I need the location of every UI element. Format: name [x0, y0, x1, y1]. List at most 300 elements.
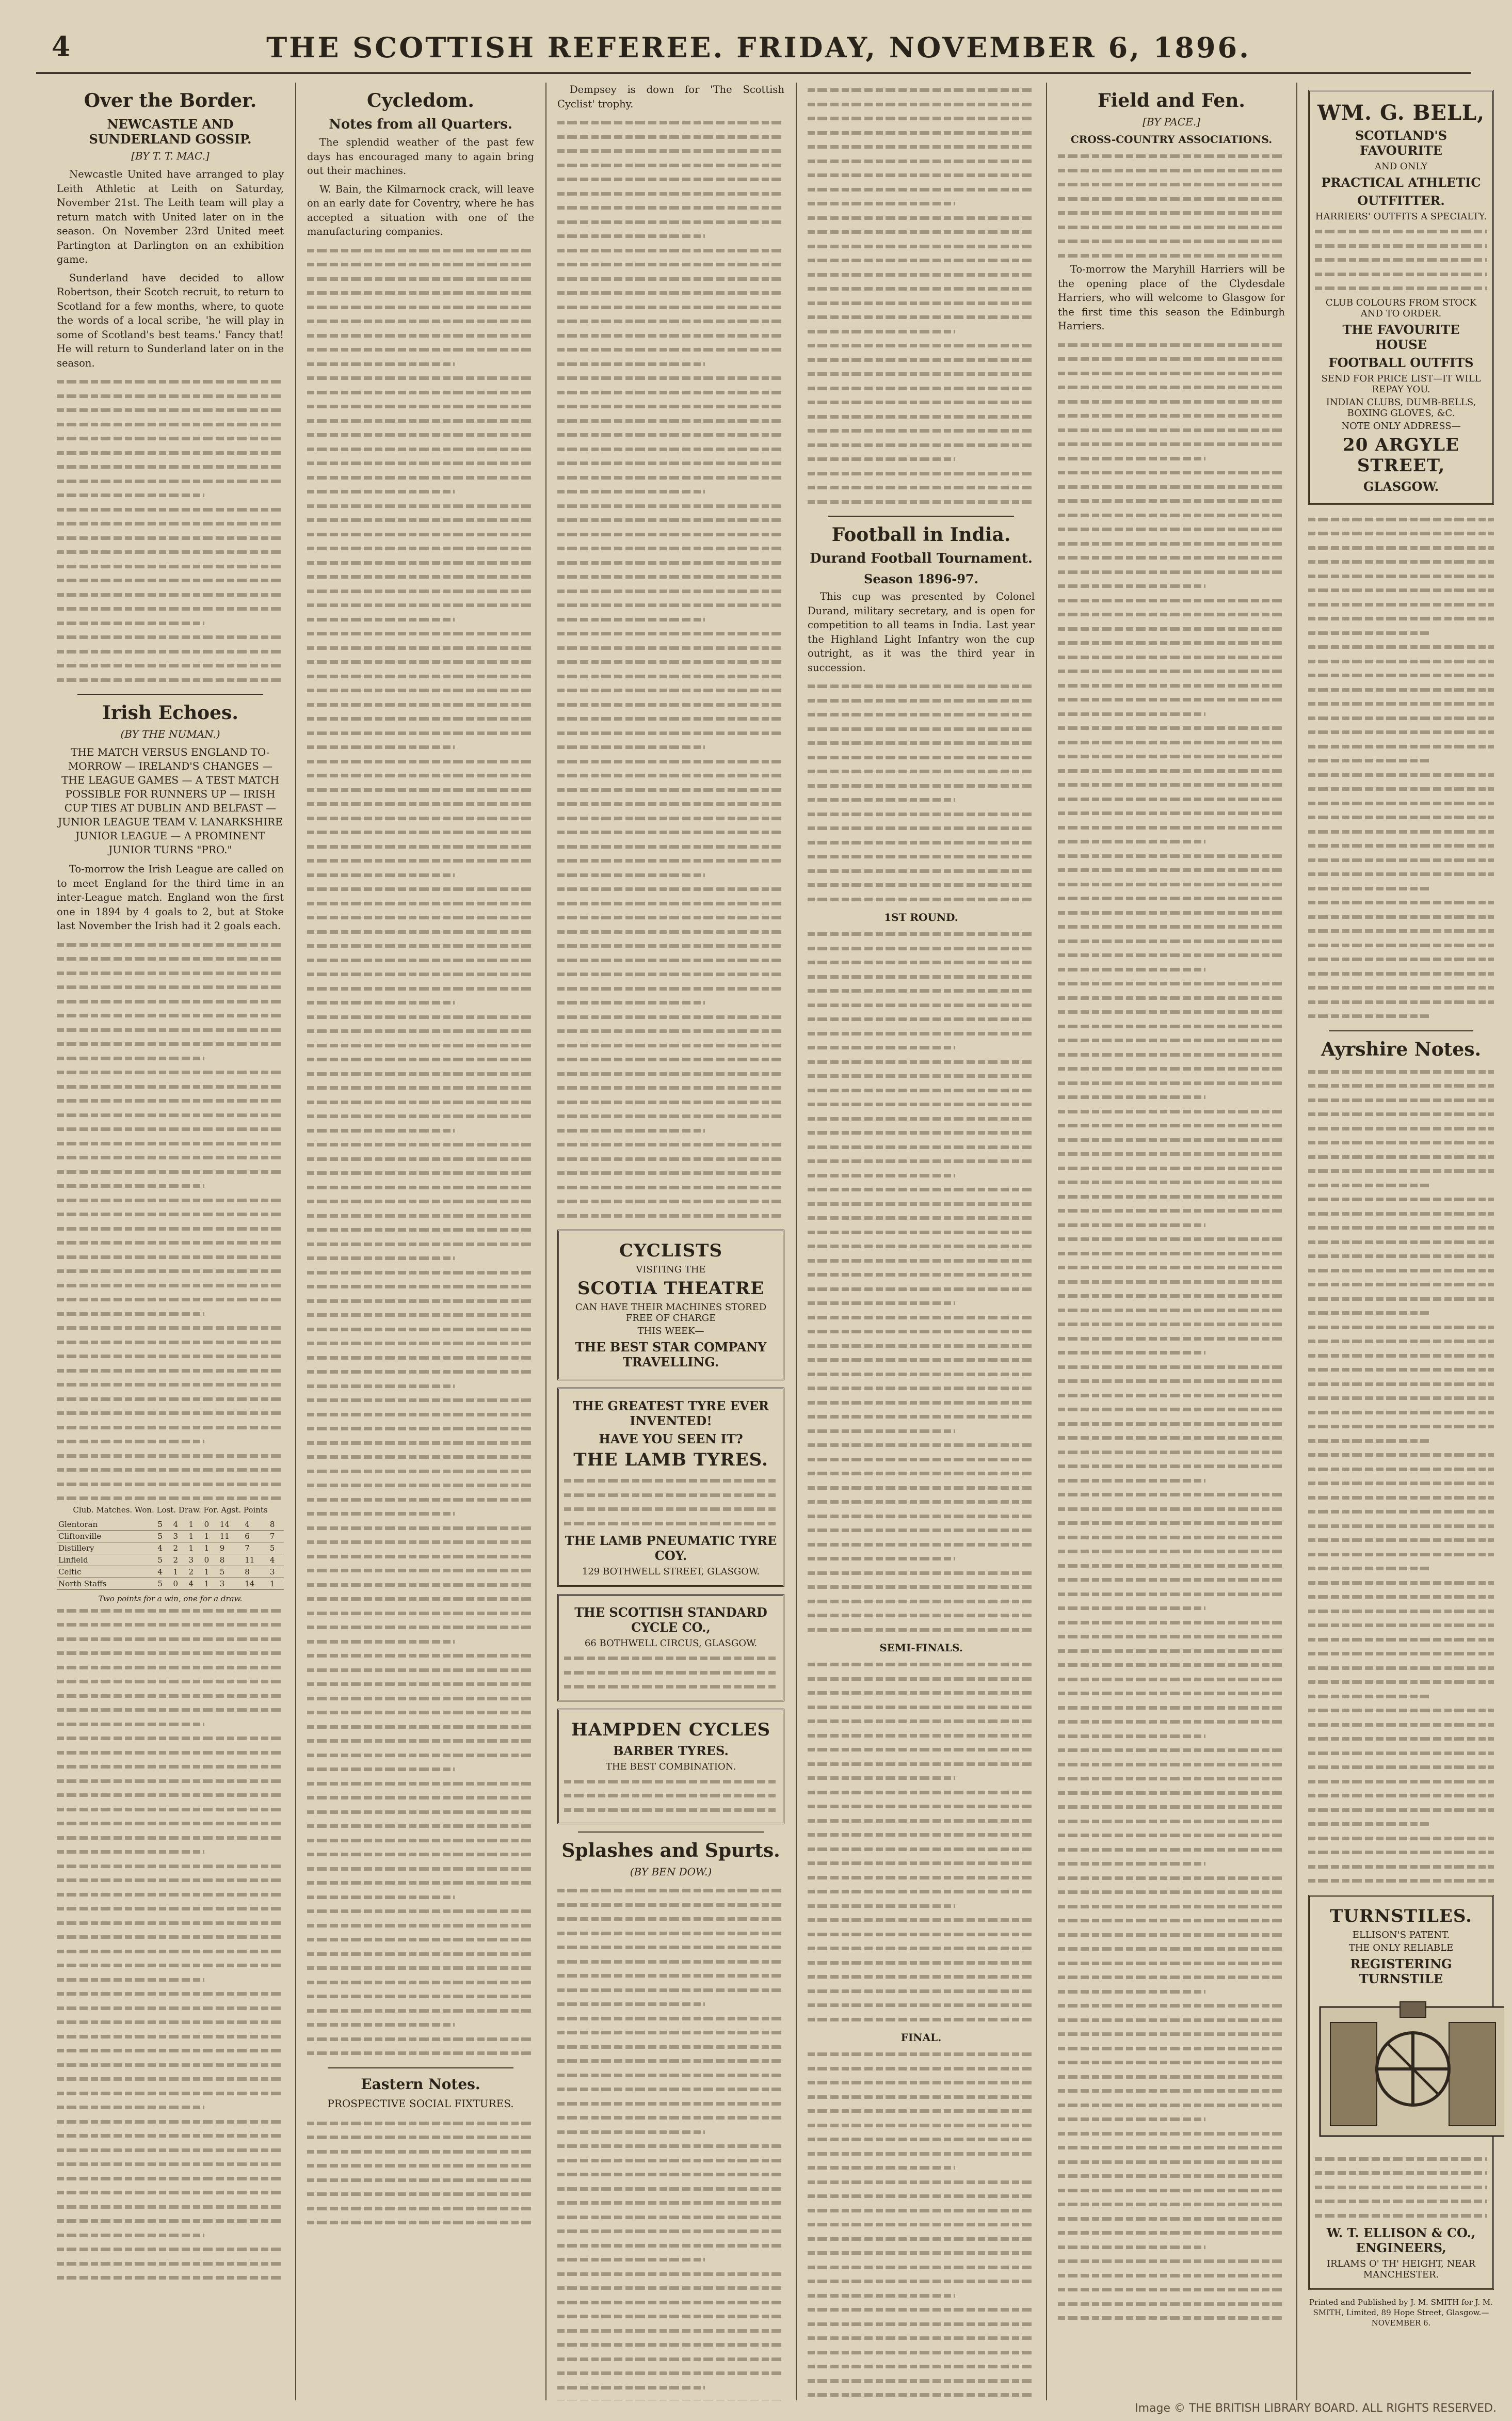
text-line: [1058, 1260, 1285, 1275]
text-line: [57, 2228, 284, 2242]
text-line: [307, 1535, 534, 1549]
text-line: [557, 541, 784, 555]
text-line: [808, 821, 1035, 835]
text-line: [57, 1477, 284, 1491]
text-line: [808, 1040, 1035, 1055]
text-line: [557, 314, 784, 328]
text-line: [557, 2238, 784, 2253]
ad-line: CYCLISTS: [619, 1240, 722, 1261]
text-line: [1308, 1206, 1494, 1221]
text-line: [808, 1111, 1035, 1126]
text-line: [557, 2352, 784, 2366]
text-line: [307, 995, 534, 1010]
table-cell: Cliftonville: [57, 1530, 156, 1542]
text-line: [557, 953, 784, 967]
text-line: [1308, 824, 1494, 839]
text-line: [1058, 777, 1285, 792]
text-line: [557, 186, 784, 201]
text-line: [1058, 1658, 1285, 1672]
article-text-block: [1308, 512, 1494, 1023]
text-line: [1308, 810, 1494, 824]
text-line: [307, 641, 534, 655]
text-line: [557, 2323, 784, 2338]
text-line: [808, 1367, 1035, 1381]
text-line: [307, 1364, 534, 1379]
table-cell: 1: [268, 1578, 284, 1589]
text-line: [57, 1307, 284, 1321]
text-line: [808, 97, 1035, 112]
text-line: [557, 669, 784, 683]
text-line: [57, 1207, 284, 1221]
text-line: [808, 1509, 1035, 1523]
text-line: [808, 1253, 1035, 1268]
text-line: [307, 797, 534, 811]
text-line: [557, 300, 784, 314]
divider: [828, 516, 1014, 517]
table-cell: 5: [156, 1578, 171, 1589]
ad-line: HAMPDEN CYCLES: [571, 1719, 771, 1740]
text-line: [57, 459, 284, 474]
text-line: [1058, 1786, 1285, 1800]
text-line: [307, 2173, 534, 2187]
text-line: [808, 2118, 1035, 2132]
text-line: [57, 2086, 284, 2100]
section-heading-eastern-notes: Eastern Notes.: [361, 2075, 480, 2093]
text-line: [1308, 853, 1494, 867]
text-line: [1308, 1178, 1494, 1192]
text-line: [307, 1677, 534, 1691]
text-line: [307, 839, 534, 854]
table-row: [57, 1542, 284, 1554]
text-line: [1308, 1434, 1494, 1448]
text-line: [1308, 1263, 1494, 1278]
text-line: [808, 1210, 1035, 1225]
text-line: [1058, 1133, 1285, 1147]
text-line: [1308, 1419, 1494, 1434]
text-line: [808, 125, 1035, 140]
article-subheading: Notes from all Quarters.: [329, 117, 512, 132]
text-line: [307, 272, 534, 286]
text-line: [1308, 995, 1494, 1009]
text-line: [57, 1448, 284, 1463]
table-cell: 5: [218, 1566, 244, 1578]
text-line: [557, 2025, 784, 2040]
text-line: [57, 1023, 284, 1037]
text-line: [307, 1805, 534, 1819]
text-line: [1058, 1984, 1285, 1999]
text-line: [1308, 1447, 1494, 1462]
article-text-block: [557, 1883, 784, 2400]
text-line: [1058, 1374, 1285, 1388]
article-text-block: [1058, 338, 1285, 2325]
text-line: [1058, 1232, 1285, 1246]
text-line: [307, 2116, 534, 2130]
text-line: [307, 2144, 534, 2159]
text-line: [808, 1097, 1035, 1111]
table-cell: 4: [187, 1578, 203, 1589]
article-text-block: [808, 1657, 1035, 2026]
text-line: [1308, 583, 1494, 597]
text-line: [307, 1279, 534, 1294]
text-line: [57, 587, 284, 602]
text-line: [307, 1322, 534, 1336]
text-line: [1308, 1774, 1494, 1789]
text-line: [307, 1847, 534, 1861]
text-line: [557, 569, 784, 584]
text-line: [1308, 725, 1494, 739]
text-line: [1315, 267, 1487, 281]
text-line: [808, 849, 1035, 864]
ad-line: THE LAMB PNEUMATIC TYRE COY.: [565, 1533, 777, 1563]
text-line: [57, 2072, 284, 2086]
text-line: [57, 2157, 284, 2171]
ad-line: THE BEST STAR COMPANY TRAVELLING.: [575, 1340, 767, 1369]
text-line: [564, 1488, 778, 1502]
text-line: [557, 2394, 784, 2400]
text-line: [557, 285, 784, 300]
article-paragraph: Newcastle United have arranged to play Leith Athletic at Leith on Saturday, November 21st. The Leith team will play a return match with United later on in the season. On November 23rd United meet Partington at Darlington on an exhibition game.: [57, 168, 284, 265]
text-line: [1058, 1303, 1285, 1317]
text-line: [307, 612, 534, 627]
text-line: [808, 1140, 1035, 1154]
text-line: [808, 878, 1035, 892]
text-line: [808, 1771, 1035, 1785]
text-line: [808, 998, 1035, 1012]
text-line: [808, 2189, 1035, 2203]
text-line: [557, 371, 784, 385]
column-6: [1298, 83, 1504, 2400]
text-line: [57, 1150, 284, 1165]
text-line: [1308, 1604, 1494, 1618]
text-line: [57, 644, 284, 659]
text-line: [1058, 1402, 1285, 1416]
text-line: [1058, 806, 1285, 820]
text-line: [57, 2200, 284, 2214]
text-line: [57, 389, 284, 403]
text-line: [808, 1622, 1035, 1637]
text-line: [808, 409, 1035, 424]
text-line: [808, 1551, 1035, 1566]
text-line: [808, 1580, 1035, 1594]
text-line: [307, 1194, 534, 1208]
text-line: [1058, 1047, 1285, 1062]
text-line: [557, 2040, 784, 2054]
text-line: [1058, 792, 1285, 806]
text-line: [57, 1774, 284, 1788]
text-line: [1058, 1459, 1285, 1473]
table-cell: 3: [187, 1554, 203, 1566]
text-line: [57, 1165, 284, 1179]
text-line: [57, 601, 284, 616]
text-line: [57, 1178, 284, 1193]
text-line: [57, 1235, 284, 1250]
text-line: [557, 655, 784, 669]
text-line: [1058, 550, 1285, 565]
ad-line: AND ONLY: [1374, 161, 1428, 172]
text-line: [557, 555, 784, 570]
table-cell: 5: [268, 1542, 284, 1554]
text-line: [1058, 2211, 1285, 2226]
text-line: [57, 1420, 284, 1435]
text-line: [1308, 966, 1494, 981]
text-line: [307, 413, 534, 428]
table-cell: 4: [268, 1554, 284, 1566]
text-line: [557, 797, 784, 811]
text-line: [1058, 149, 1285, 163]
text-line: [307, 1251, 534, 1265]
text-line: [1058, 721, 1285, 735]
text-line: [1058, 192, 1285, 206]
advert-scotia-theatre: [557, 1230, 784, 1380]
text-line: [307, 1464, 534, 1478]
text-line: [557, 257, 784, 272]
text-line: [307, 499, 534, 513]
ad-line: THE GREATEST TYRE EVER INVENTED!: [573, 1398, 769, 1428]
text-line: [808, 1466, 1035, 1480]
text-line: [808, 83, 1035, 97]
text-line: [1058, 607, 1285, 622]
text-line: [57, 1250, 284, 1264]
text-line: [1058, 1644, 1285, 1658]
text-line: [307, 1478, 534, 1492]
text-line: [557, 243, 784, 258]
text-line: [57, 545, 284, 559]
text-line: [808, 2245, 1035, 2260]
text-line: [557, 1095, 784, 1109]
text-line: [1058, 1828, 1285, 1842]
text-line: [1308, 1292, 1494, 1306]
text-line: [1308, 1845, 1494, 1859]
text-line: [808, 2217, 1035, 2232]
text-line: [557, 2337, 784, 2352]
text-line: [808, 2374, 1035, 2388]
text-line: [808, 807, 1035, 821]
text-line: [1308, 1476, 1494, 1490]
text-line: [57, 1689, 284, 1703]
text-line: [307, 1961, 534, 1975]
text-line: [1058, 820, 1285, 835]
text-line: [808, 253, 1035, 267]
table-cell: 5: [156, 1519, 171, 1531]
text-line: [1058, 919, 1285, 934]
text-line: [57, 1788, 284, 1802]
text-line: [307, 953, 534, 967]
text-line: [1308, 980, 1494, 995]
text-line: [57, 1434, 284, 1448]
text-line: [1058, 1331, 1285, 1346]
text-line: [557, 2167, 784, 2181]
column-rule: [1296, 83, 1297, 2400]
text-line: [57, 1377, 284, 1392]
text-line: [1058, 1430, 1285, 1445]
text-line: [808, 722, 1035, 736]
text-line: [557, 442, 784, 456]
text-line: [1308, 1689, 1494, 1703]
text-line: [57, 1944, 284, 1958]
text-line: [57, 2143, 284, 2157]
text-line: [557, 342, 784, 357]
text-line: [1308, 1589, 1494, 1604]
text-line: [57, 2270, 284, 2285]
text-line: [1308, 1362, 1494, 1377]
text-line: [307, 868, 534, 882]
text-line: [808, 296, 1035, 310]
text-line: [57, 994, 284, 1009]
text-line: [57, 1731, 284, 1745]
text-line: [307, 1265, 534, 1280]
text-line: [307, 811, 534, 825]
text-line: [1058, 834, 1285, 849]
table-cell: 6: [243, 1530, 268, 1542]
table-cell: Distillery: [57, 1542, 156, 1554]
ad-line: THIS WEEK—: [637, 1326, 704, 1336]
text-line: [1058, 536, 1285, 551]
text-line: [1058, 2098, 1285, 2112]
table-cell: 5: [156, 1530, 171, 1542]
text-line: [557, 1883, 784, 1898]
text-line: [808, 423, 1035, 438]
text-line: [1058, 1019, 1285, 1033]
text-line: [808, 1438, 1035, 1452]
advert-turnstiles: [1308, 1895, 1494, 2290]
text-line: [557, 925, 784, 939]
byline: (BY BEN DOW.): [630, 1866, 712, 1878]
text-line: [1058, 493, 1285, 508]
text-line: [307, 1166, 534, 1180]
table-row: [57, 1566, 284, 1578]
text-line: [1058, 1672, 1285, 1686]
text-line: [808, 281, 1035, 296]
text-line: [307, 1748, 534, 1762]
text-line: [307, 541, 534, 555]
text-line: [1058, 565, 1285, 579]
text-line: [1058, 220, 1285, 234]
round-heading: SEMI-FINALS.: [879, 1642, 963, 1654]
text-line: [808, 1012, 1035, 1026]
text-line: [557, 328, 784, 343]
text-line: [808, 1239, 1035, 1253]
text-line: [557, 2181, 784, 2196]
text-line: [1058, 1161, 1285, 1175]
text-line: [307, 1152, 534, 1166]
text-line: [557, 1983, 784, 1997]
text-line: [57, 1916, 284, 1930]
text-line: [808, 2047, 1035, 2061]
text-line: [1058, 1998, 1285, 2013]
text-line: [307, 243, 534, 258]
text-line: [307, 1762, 534, 1776]
text-line: [557, 484, 784, 499]
article-paragraph: W. Bain, the Kilmarnock crack, will leave on an early date for Coventry, where he has accepted a situation with one of the manufacturing companies.: [307, 183, 534, 237]
text-line: [557, 683, 784, 697]
text-line: [1058, 1686, 1285, 1700]
text-line: [1058, 1899, 1285, 1914]
text-line: [808, 1324, 1035, 1339]
text-line: [57, 1108, 284, 1122]
text-line: [57, 980, 284, 994]
text-line: [1058, 1473, 1285, 1488]
ad-text-block: [564, 1473, 778, 1530]
text-line: [1058, 163, 1285, 178]
article-subheading: NEWCASTLE AND SUNDERLAND GOSSIP.: [89, 117, 252, 147]
text-line: [1308, 1334, 1494, 1348]
article-subheading: CROSS-COUNTRY ASSOCIATIONS.: [1070, 133, 1273, 146]
text-line: [307, 1237, 534, 1251]
text-line: [557, 2295, 784, 2309]
text-line: [808, 693, 1035, 708]
column-3: [547, 83, 795, 2400]
text-line: [1308, 1277, 1494, 1292]
text-line: [808, 2274, 1035, 2288]
text-line: [808, 1941, 1035, 1955]
text-line: [1058, 1388, 1285, 1403]
text-line: [557, 115, 784, 130]
masthead-rule: [36, 72, 1471, 74]
text-line: [557, 144, 784, 158]
text-line: [1308, 1746, 1494, 1760]
table-cell: 1: [203, 1578, 218, 1589]
text-line: [808, 338, 1035, 353]
text-line: [307, 1052, 534, 1066]
text-line: [1315, 2165, 1487, 2180]
text-line: [307, 1648, 534, 1663]
text-line: [57, 1930, 284, 1944]
byline: [BY PACE.]: [1143, 116, 1200, 128]
text-line: [1058, 1275, 1285, 1289]
column-rule: [295, 83, 296, 2400]
text-line: [1058, 962, 1285, 977]
text-line: [1058, 934, 1285, 948]
text-line: [557, 1052, 784, 1066]
text-line: [557, 1038, 784, 1053]
text-line: [808, 1154, 1035, 1168]
text-line: [557, 1166, 784, 1180]
column-4: [797, 83, 1045, 2400]
text-line: [57, 937, 284, 952]
copyright-note: Image © THE BRITISH LIBRARY BOARD. ALL RIGHTS RESERVED.: [1135, 2402, 1497, 2415]
text-line: [1058, 1558, 1285, 1573]
text-line: [1058, 1587, 1285, 1601]
text-line: [557, 1997, 784, 2011]
text-line: [307, 484, 534, 499]
text-line: [1308, 1348, 1494, 1363]
text-line: [808, 1339, 1035, 1353]
text-line: [1058, 1445, 1285, 1459]
text-line: [1058, 1757, 1285, 1772]
text-line: [57, 2114, 284, 2129]
text-line: [808, 764, 1035, 778]
text-line: [1058, 2140, 1285, 2155]
text-line: [1308, 626, 1494, 640]
text-line: [557, 2267, 784, 2281]
text-line: [808, 1714, 1035, 1728]
text-line: [808, 2160, 1035, 2175]
article-subheading: Durand Football Tournament.: [810, 551, 1033, 566]
text-line: [307, 1010, 534, 1024]
text-line: [808, 969, 1035, 984]
text-line: [557, 825, 784, 839]
text-line: [1315, 252, 1487, 267]
text-line: [1058, 1317, 1285, 1331]
text-line: [1308, 739, 1494, 754]
text-line: [808, 1927, 1035, 1941]
text-line: [307, 300, 534, 314]
text-line: [808, 778, 1035, 793]
round-heading: 1ST ROUND.: [884, 911, 958, 923]
text-line: [1058, 877, 1285, 891]
text-line: [1058, 622, 1285, 636]
text-line: [1315, 2180, 1487, 2194]
